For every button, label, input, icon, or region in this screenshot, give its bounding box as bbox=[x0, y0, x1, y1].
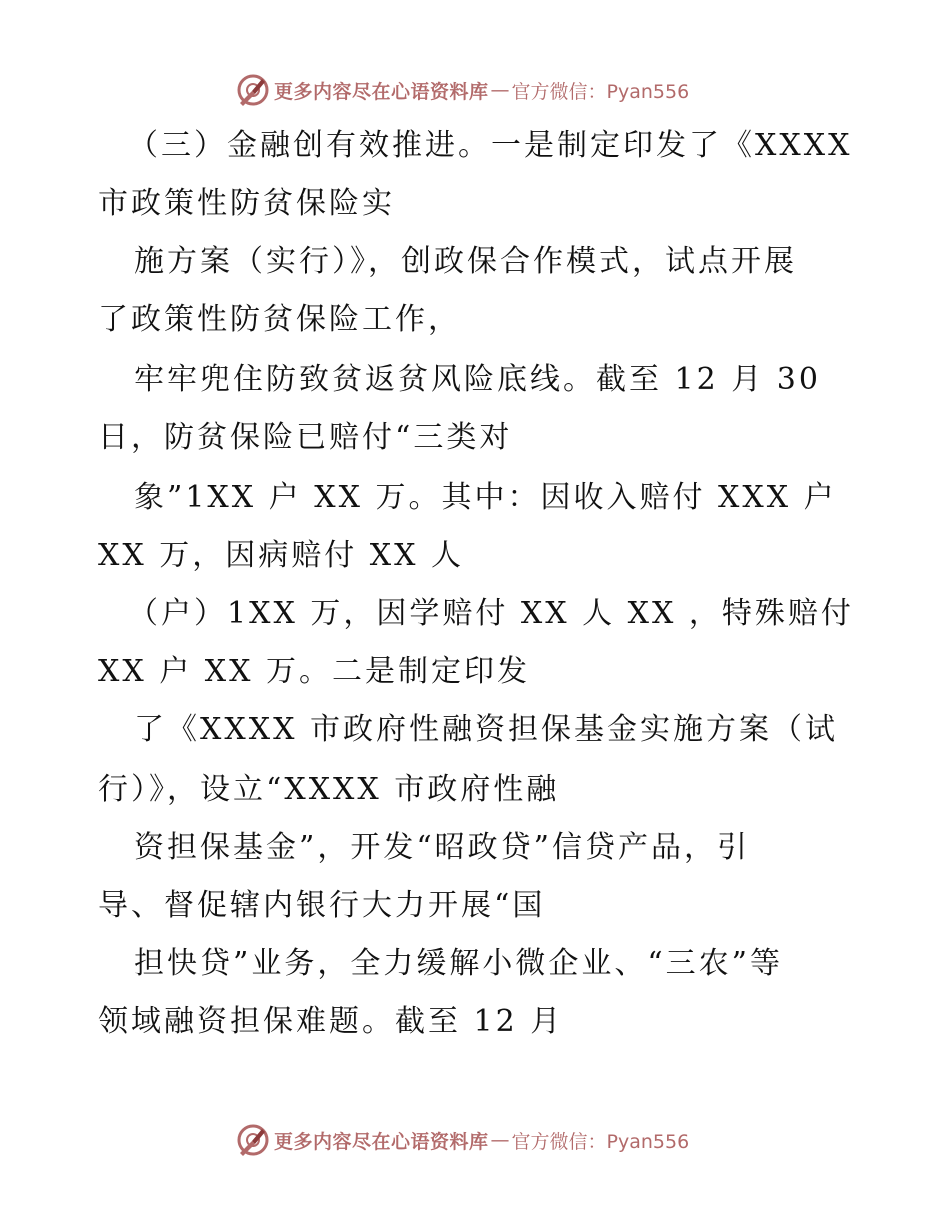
watermark-site-text: 更多内容尽在心语资料库 bbox=[274, 80, 489, 103]
watermark-site-text: 更多内容尽在心语资料库 bbox=[274, 1130, 489, 1153]
body-line: 牢牢兜住防致贫返贫风险底线。截至 12 月 30 bbox=[134, 362, 821, 397]
body-line: 象”1XX 户 XX 万。其中：因收入赔付 XXX 户 bbox=[134, 480, 837, 515]
body-line: XX 户 XX 万。二是制定印发 bbox=[98, 654, 531, 689]
watermark-dash: — bbox=[490, 79, 510, 101]
body-line: XX 万，因病赔付 XX 人 bbox=[98, 538, 465, 573]
footer-watermark bbox=[236, 1122, 716, 1158]
body-line: 了政策性防贫保险工作， bbox=[98, 302, 461, 337]
body-line: 日，防贫保险已赔付“三类对 bbox=[98, 420, 513, 455]
body-line: 了《XXXX 市政府性融资担保基金实施方案（试 bbox=[134, 712, 838, 747]
body-line: 市政策性防贫保险实 bbox=[98, 186, 395, 221]
body-line: 领域融资担保难题。截至 12 月 bbox=[98, 1004, 564, 1039]
pen-logo-icon bbox=[236, 1123, 270, 1157]
watermark-dash: — bbox=[490, 1129, 510, 1151]
body-line: 施方案（实行）》，创政保合作模式，试点开展 bbox=[134, 244, 797, 279]
body-line: （三）金融创有效推进。一是制定印发了《XXXX bbox=[128, 128, 853, 163]
body-line: 行）》，设立“XXXX 市政府性融 bbox=[98, 772, 560, 807]
body-line: （户）1XX 万，因学赔付 XX 人 XX ，特殊赔付 bbox=[128, 596, 854, 631]
watermark-wechat-text: 官方微信：Pyan556 bbox=[511, 80, 690, 103]
body-line: 资担保基金”，开发“昭政贷”信贷产品，引 bbox=[134, 830, 751, 865]
watermark-wechat-text: 官方微信：Pyan556 bbox=[511, 1130, 690, 1153]
body-line: 导、督促辖内银行大力开展“国 bbox=[98, 888, 546, 923]
body-line: 担快贷”业务，全力缓解小微企业、“三农”等 bbox=[134, 946, 784, 981]
